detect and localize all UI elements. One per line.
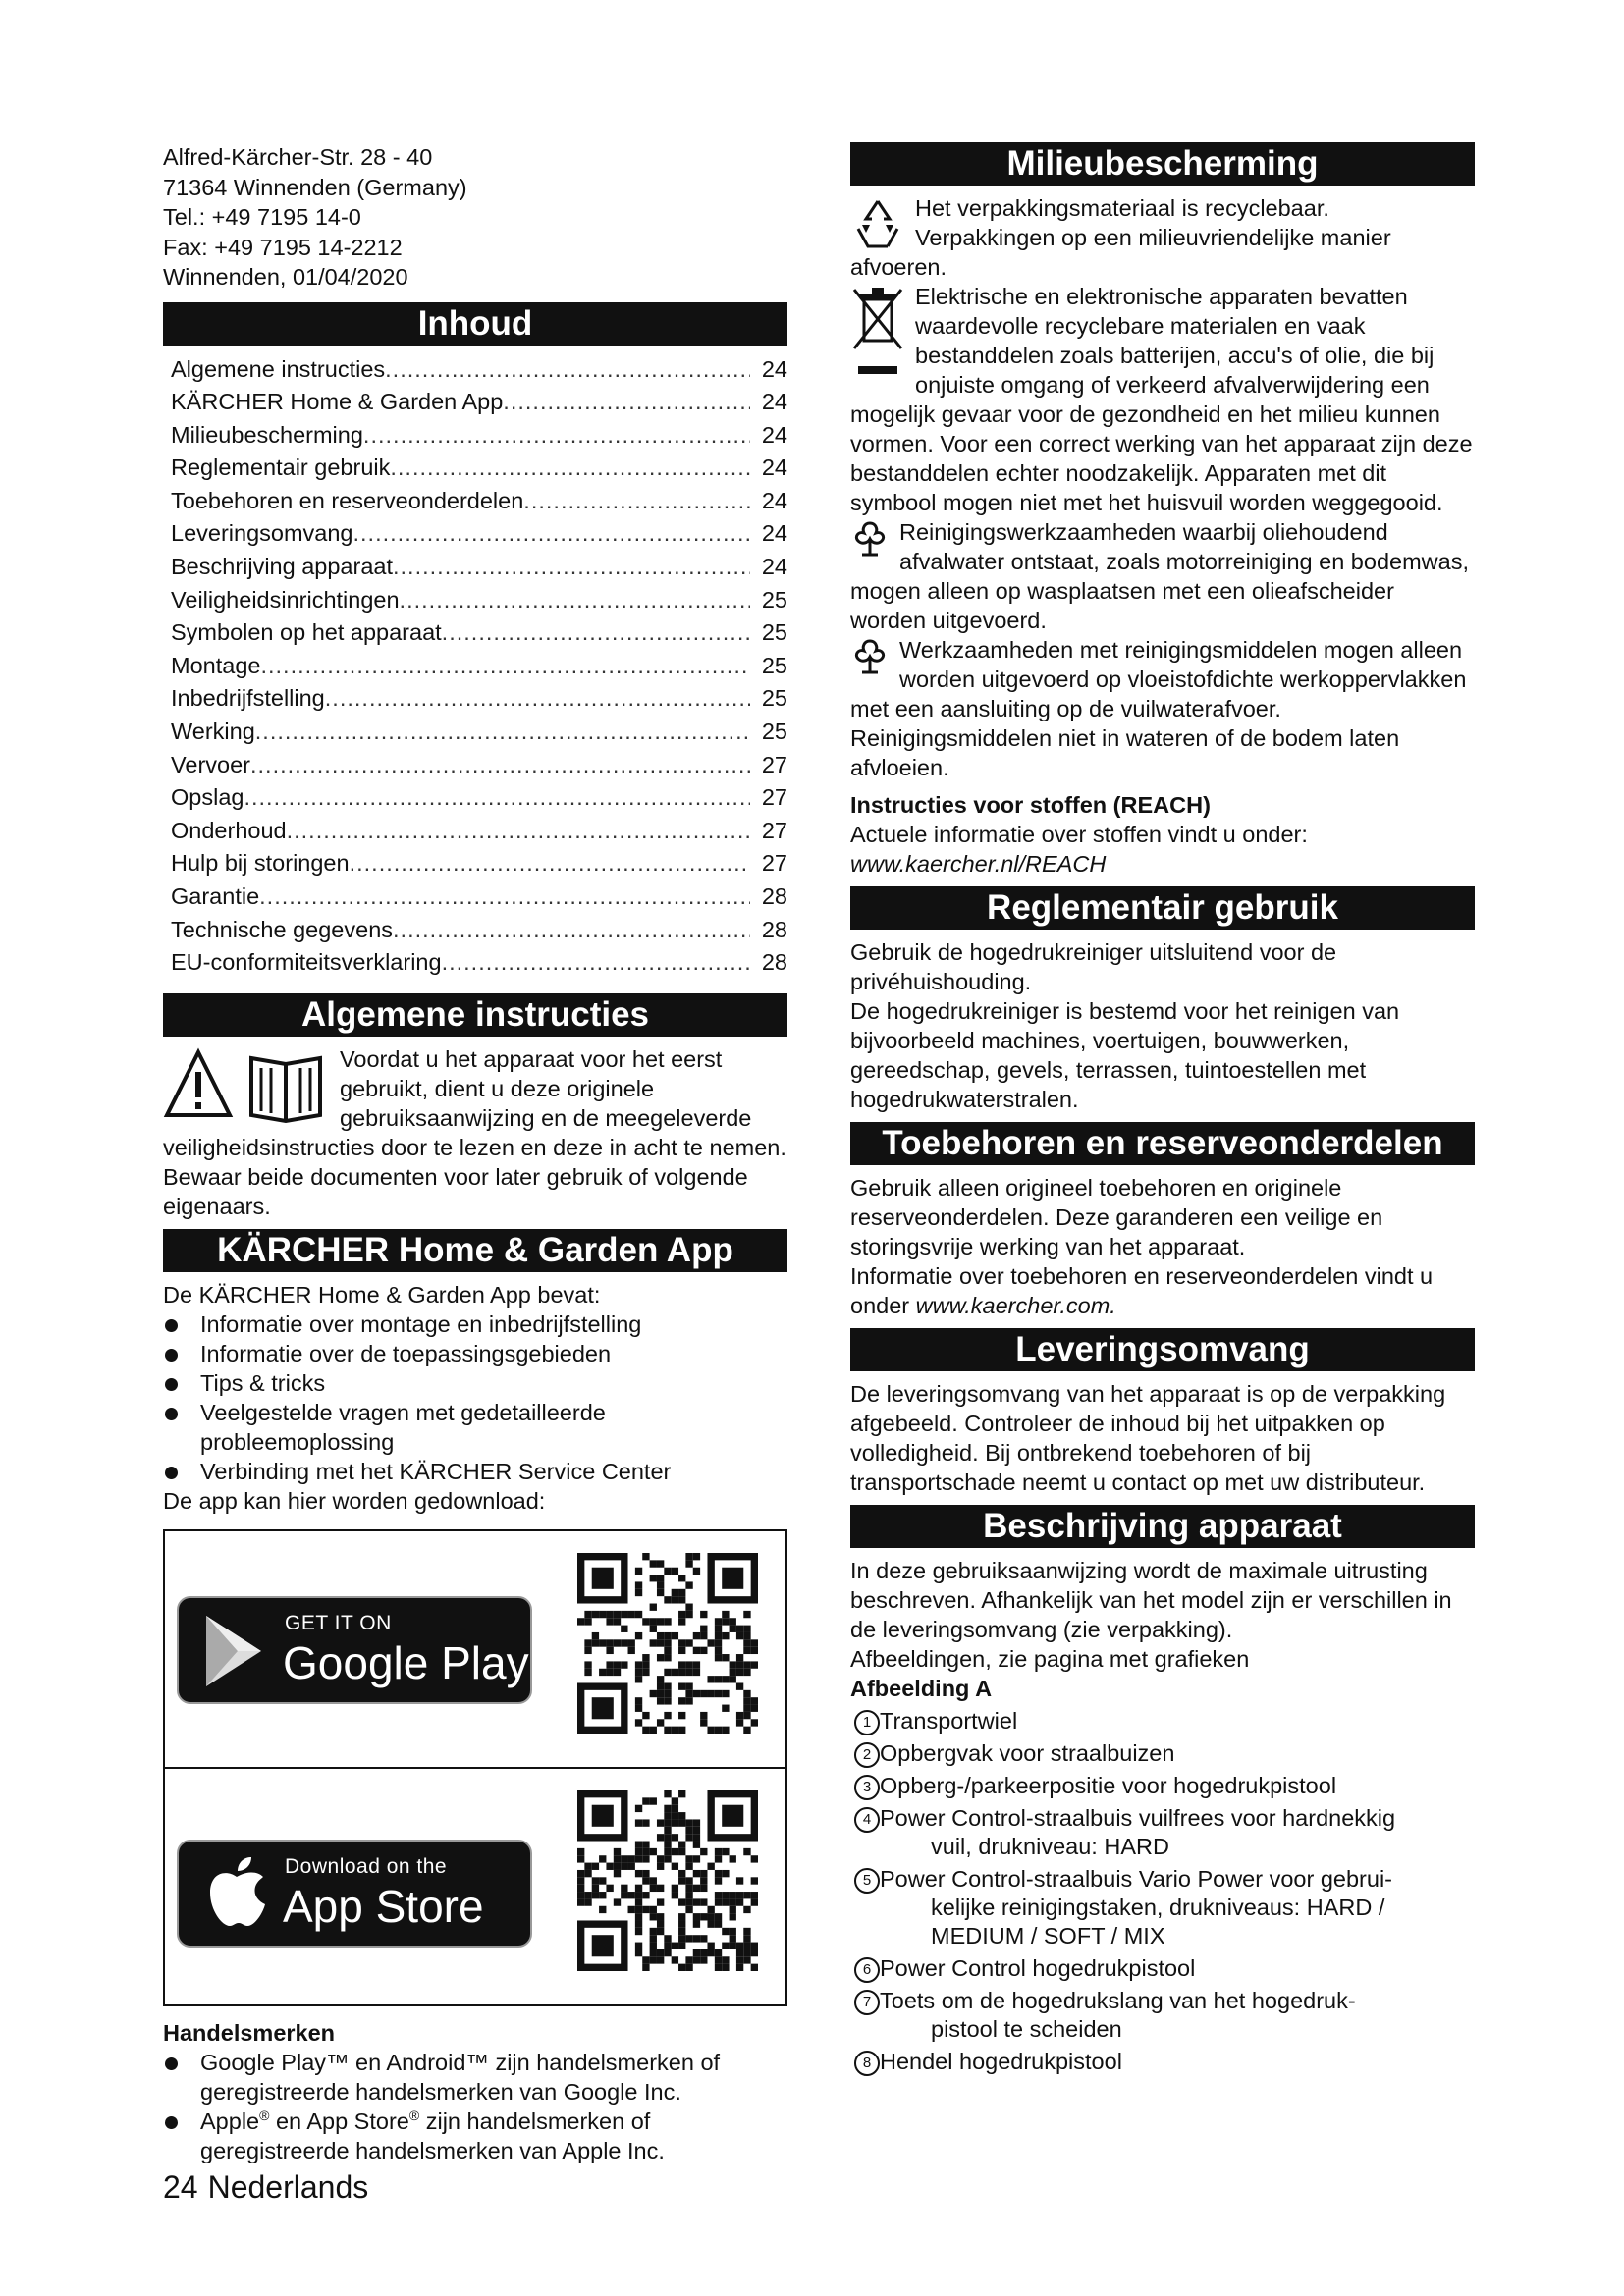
reach-link[interactable]: www.kaercher.nl/REACH [850, 851, 1107, 877]
address-city: 71364 Winnenden (Germany) [163, 174, 467, 200]
detergent-icon [850, 637, 890, 676]
accessories-heading: Toebehoren en reserveonderdelen [850, 1122, 1475, 1165]
toc-item[interactable]: Veiligheidsinrichtingen ..... 25 [171, 584, 787, 617]
toc-item[interactable]: Reglementair gebruik ..... 24 [171, 452, 787, 485]
reach-heading: Instructies voor stoffen (REACH) [850, 792, 1211, 818]
usage-text-2: De hogedrukreiniger is bestemd voor het reinigen van bijvoorbeeld machines, voertuigen, bouwwerken, gereedschap, gevels, terrassen, tuintoestellen met hogedrukwaterstralen. [850, 998, 1400, 1112]
toc-item[interactable]: EU-conformiteitsverklaring ..... 28 [171, 946, 787, 980]
page-number: 24 [163, 2169, 198, 2205]
toc-item[interactable]: Montage ..... 25 [171, 650, 787, 683]
list-item: Verbinding met het KÄRCHER Service Center [163, 1457, 787, 1486]
general-heading: Algemene instructies [163, 993, 787, 1037]
description-text-1: In deze gebruiksaanwijzing wordt de maximale uitrusting beschreven. Afhankelijk van het model zijn er verschillen in de leveringsomvang (zie verpakking). [850, 1558, 1452, 1642]
trademarks-list [163, 2048, 787, 2165]
list-item: 4 Power Control-straalbuis vuilfrees voor hardnekkig vuil, drukniveau: HARD [850, 1804, 1475, 1861]
toc-item[interactable]: Inbedrijfstelling ..... 25 [171, 682, 787, 716]
address-place-date: Winnenden, 01/04/2020 [163, 264, 408, 290]
environment-oil-text: Reinigingswerkzaamheden waarbij oliehoudend afvalwater ontstaat, zoals motorreiniging en bodemwas, mogen alleen op wasplaatsen met een olieafscheider worden uitgevoerd. [850, 519, 1469, 633]
qr-code-icon[interactable] [577, 1553, 758, 1734]
toc-item[interactable]: Vervoer ..... 27 [171, 749, 787, 782]
usage-text-1: Gebruik de hogedrukreiniger uitsluitend voor de privéhuishouding. [850, 939, 1337, 994]
footer-language: Nederlands [207, 2169, 369, 2205]
environment-detergent-text: Werkzaamheden met reinigingsmiddelen mogen alleen worden uitgevoerd op vloeistofdichte werkoppervlakken met een aansluiting op de vuilwaterafvoer. Reinigingsmiddelen niet in wateren of de bodem laten afvloeien. [850, 637, 1467, 780]
google-play-badge[interactable] [177, 1596, 532, 1704]
manufacturer-address [163, 142, 787, 293]
app-store-label: App Store [283, 1880, 484, 1932]
app-download-text: De app kan hier worden gedownload: [163, 1487, 546, 1514]
oil-water-icon [850, 519, 890, 559]
app-heading: KÄRCHER Home & Garden App [163, 1229, 787, 1272]
right-column [850, 142, 1475, 2080]
list-item: Apple® en App Store® zijn handelsmerken of geregistreerde handelsmerken van Apple Inc. [163, 2107, 787, 2165]
delivery-heading: Leveringsomvang [850, 1328, 1475, 1371]
list-item: 6 Power Control hogedrukpistool [850, 1954, 1475, 1983]
description-text-2: Afbeeldingen, zie pagina met grafieken [850, 1646, 1250, 1672]
accessories-text-1: Gebruik alleen origineel toebehoren en originele reserveonderdelen. Deze garanderen een veilige en storingsvrije werking van het apparaat. [850, 1175, 1383, 1259]
app-store-small-label: Download on the [285, 1854, 448, 1878]
warning-manual-icon [163, 1046, 330, 1125]
apple-icon [202, 1853, 271, 1932]
app-bullet-list [163, 1309, 787, 1486]
list-item: 8 Hendel hogedrukpistool [850, 2048, 1475, 2076]
toc-item[interactable]: Toebehoren en reserveonderdelen ..... 24 [171, 485, 787, 518]
list-item: 1 Transportwiel [850, 1707, 1475, 1735]
delivery-text: De leveringsomvang van het apparaat is op de verpakking afgebeeld. Controleer de inhoud bij het uitpakken op volledigheid. Bij ontbrekend toebehoren of bij transportschade neemt u contact op met uw distributeur. [850, 1381, 1446, 1495]
list-item: Google Play™ en Android™ zijn handelsmerken of geregistreerde handelsmerken van Google Inc. [163, 2048, 787, 2107]
list-item: 3 Opberg-/parkeerpositie voor hogedrukpistool [850, 1772, 1475, 1800]
address-tel: Tel.: +49 7195 14-0 [163, 204, 361, 230]
page-footer [163, 2167, 368, 2207]
environment-packaging-text: Het verpakkingsmateriaal is recyclebaar. Verpakkingen op een milieuvriendelijke manier afvoeren. [850, 195, 1391, 280]
address-fax: Fax: +49 7195 14-2212 [163, 234, 403, 260]
usage-heading: Reglementair gebruik [850, 886, 1475, 930]
environment-section [850, 193, 1475, 879]
parts-list [850, 1707, 1475, 2076]
toc-item[interactable]: Onderhoud ..... 27 [171, 815, 787, 848]
description-heading: Beschrijving apparaat [850, 1505, 1475, 1548]
toc-item[interactable]: Leveringsomvang ..... 24 [171, 517, 787, 551]
list-item: Veelgestelde vragen met gedetailleerde probleemoplossing [163, 1398, 787, 1457]
toc-item[interactable]: Hulp bij storingen ..... 27 [171, 847, 787, 881]
table-of-contents [163, 353, 787, 980]
list-item: Informatie over montage en inbedrijfstelling [163, 1309, 787, 1339]
google-play-icon [200, 1612, 269, 1690]
usage-section [850, 937, 1475, 1114]
app-store-box [163, 1529, 787, 2006]
toc-item[interactable]: KÄRCHER Home & Garden App ..... 24 [171, 386, 787, 419]
list-item: 2 Opbergvak voor straalbuizen [850, 1739, 1475, 1768]
toc-heading: Inhoud [163, 302, 787, 346]
general-section [163, 1044, 787, 1221]
list-item: 7 Toets om de hogedrukslang van het hogedruk- pistool te scheiden [850, 1987, 1475, 2044]
toc-item[interactable]: Beschrijving apparaat ..... 24 [171, 551, 787, 584]
address-street: Alfred-Kärcher-Str. 28 - 40 [163, 144, 433, 170]
app-intro: De KÄRCHER Home & Garden App bevat: [163, 1281, 601, 1308]
qr-code-icon[interactable] [577, 1790, 758, 1971]
toc-item[interactable]: Garantie ..... 28 [171, 881, 787, 914]
toc-item[interactable]: Algemene instructies ..... 24 [171, 353, 787, 387]
figure-label: Afbeelding A [850, 1676, 993, 1701]
google-play-cell [165, 1531, 785, 1767]
left-column [163, 142, 787, 2165]
environment-electronics-text: Elektrische en elektronische apparaten bevatten waardevolle recyclebare materialen en vaak bestanddelen zoals batterijen, accu's of olie, die bij onjuiste omgang of verkeerd afvalverwijdering een mogelijk gevaar voor de gezondheid en het milieu kunnen vormen. Voor een correct werking van het apparaat zijn deze bestanddelen echter noodzakelijk. Apparaten met dit symbool mogen niet met het huisvuil worden weggegooid. [850, 284, 1473, 515]
list-item: Tips & tricks [163, 1368, 787, 1398]
crossed-bin-icon [850, 284, 905, 378]
list-item: 5 Power Control-straalbuis Vario Power voor gebrui- kelijke reinigingstaken, drukniveaus: HARD / MEDIUM / SOFT / MIX [850, 1865, 1475, 1950]
environment-heading: Milieubescherming [850, 142, 1475, 186]
toc-item[interactable]: Opslag ..... 27 [171, 781, 787, 815]
accessories-text-2: Informatie over toebehoren en reserveonderdelen vindt u onder www.kaercher.com. [850, 1263, 1434, 1318]
toc-item[interactable]: Werking ..... 25 [171, 716, 787, 749]
app-store-badge[interactable] [177, 1840, 532, 1948]
list-item: Informatie over de toepassingsgebieden [163, 1339, 787, 1368]
accessories-link[interactable]: www.kaercher.com. [915, 1293, 1116, 1318]
app-store-cell [165, 1767, 785, 2004]
trademarks-heading: Handelsmerken [163, 2019, 336, 2046]
accessories-section [850, 1173, 1475, 1320]
reach-text: Actuele informatie over stoffen vindt u onder: www.kaercher.nl/REACH [850, 822, 1308, 877]
toc-item[interactable]: Technische gegevens ..... 28 [171, 914, 787, 947]
toc-item[interactable]: Milieubescherming ..... 24 [171, 419, 787, 453]
recycling-icon [850, 195, 905, 250]
toc-item[interactable]: Symbolen op het apparaat ..... 25 [171, 616, 787, 650]
general-text: Voordat u het apparaat voor het eerst gebruikt, dient u deze originele gebruiksaanwijzing en de meegeleverde veiligheidsinstructies door te lezen en deze in acht te nemen. Bewaar beide documenten voor later gebruik of volgende eigenaars. [163, 1045, 786, 1219]
google-play-small-label: GET IT ON [285, 1611, 392, 1634]
google-play-label: Google Play [283, 1636, 529, 1688]
